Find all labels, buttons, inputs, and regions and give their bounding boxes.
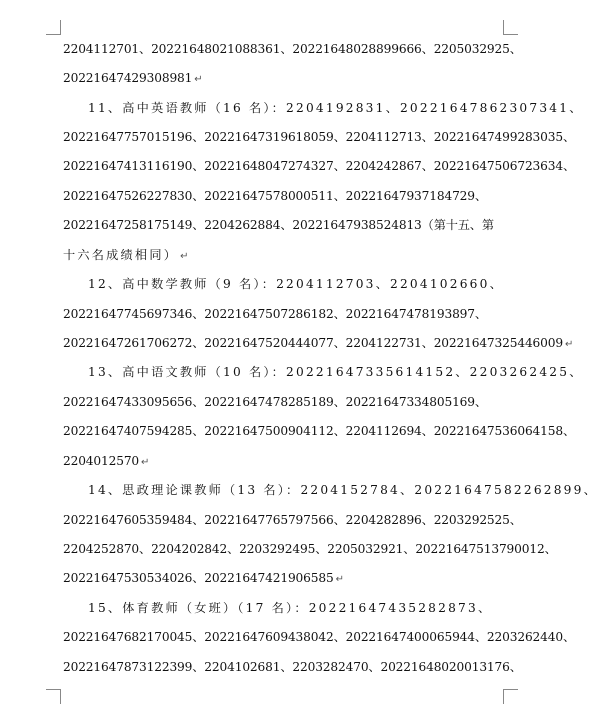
text-line: 20221647873122399、2204102681、2203282470、20221648020013176、 xyxy=(63,660,522,674)
crop-mark-bottom-right xyxy=(503,689,518,704)
crop-mark-bottom-left xyxy=(46,689,61,704)
text-line: 20221647530534026、20221647421906585 ↵ xyxy=(63,570,344,588)
paragraph-mark: ↵ xyxy=(141,457,150,468)
text-line: 20221647407594285、20221647500904112、2204112694、20221647536064158、 xyxy=(63,424,575,438)
text-line: 20221647745697346、20221647507286182、20221647478193897、 xyxy=(63,307,487,321)
paragraph-mark: ↵ xyxy=(564,339,574,350)
text-line: 20221647261706272、20221647520444077、2204122731、20221647325446009 ↵ xyxy=(63,335,573,353)
text-line: 20221647526227830、20221647578000511、20221647937184729、 xyxy=(63,189,487,203)
section-heading-12: 12、高中数学教师（9 名）：2204112703、2204102660、 xyxy=(88,277,504,291)
paragraph-mark: ↵ xyxy=(335,574,344,585)
text-line: 20221647258175149、2204262884、20221647938524813（第十五、第 xyxy=(63,218,494,232)
text-line: 20221647413116190、20221648047274327、2204242867、20221647506723634、 xyxy=(63,159,575,173)
text-line: 20221647433095656、20221647478285189、20221647334805169、 xyxy=(63,395,487,409)
text-line: 20221647682170045、20221647609438042、20221647400065944、2203262440、 xyxy=(63,630,575,644)
section-heading-14: 14、思政理论课教师（13 名）：2204152784、20221647582262899、 xyxy=(88,483,598,497)
text-line: 2204012570 ↵ xyxy=(63,453,149,471)
text-line: 20221647605359484、20221647765797566、2204282896、2203292525、 xyxy=(63,513,522,527)
text-line: 20221647429308981 ↵ xyxy=(63,70,203,88)
section-heading-13: 13、高中语文教师（10 名）：20221647335614152、2203262425、 xyxy=(88,365,584,379)
paragraph-mark: ↵ xyxy=(180,251,191,262)
text-line: 20221647757015196、20221647319618059、2204112713、20221647499283035、 xyxy=(63,130,575,144)
crop-mark-top-right xyxy=(503,20,518,35)
section-heading-11: 11、高中英语教师（16 名）：2204192831、20221647862307341、 xyxy=(88,101,584,115)
paragraph-mark: ↵ xyxy=(194,74,203,85)
text-line: 2204112701、20221648021088361、20221648028899666、2205032925、 xyxy=(63,42,522,56)
section-heading-15: 15、体育教师（女班）（17 名）：20221647435282873、 xyxy=(88,601,493,615)
text-line: 十六名成绩相同） ↵ xyxy=(63,247,191,265)
text-line: 2204252870、2204202842、2203292495、2205032921、20221647513790012、 xyxy=(63,542,557,556)
crop-mark-top-left xyxy=(46,20,61,35)
